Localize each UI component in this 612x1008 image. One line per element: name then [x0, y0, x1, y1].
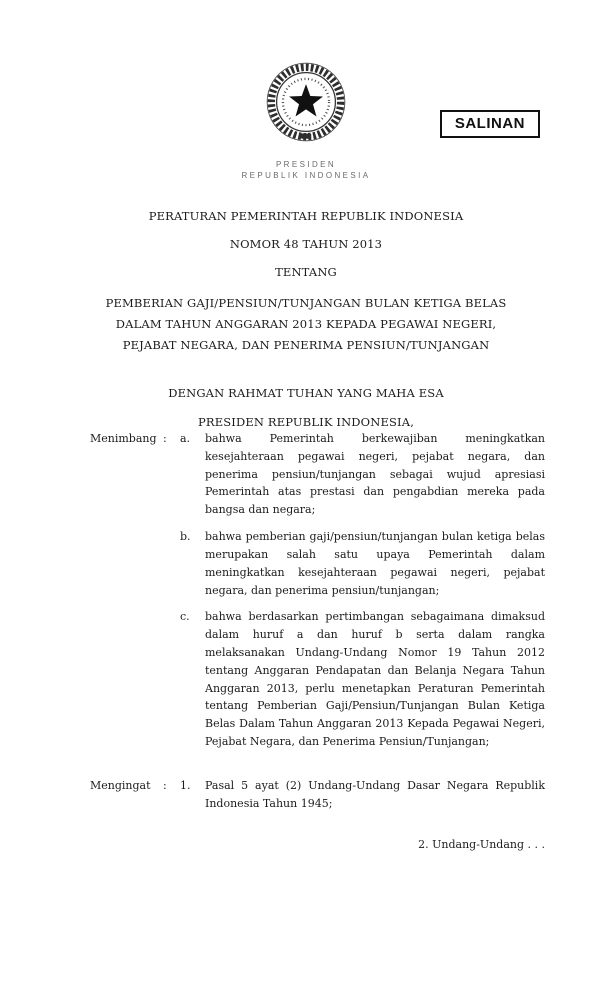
considering-item-c — [180, 608, 545, 751]
item-text: bahwa berdasarkan pertimbangan sebagaimana dimaksud dalam huruf a dan huruf b serta dalam rangka melaksanakan Undang-Undang Nomor 19 Tahun 2012 tentang Anggaran Pendapatan dan Belanja Negara Tahun Anggaran 2013, perlu menetapkan Peraturan Pemerintah tentang Pemberian Gaji/Pensiun/Tunjangan Bulan Ketiga Belas Dalam Tahun Anggaran 2013 Kepada Pegawai Negeri, Pejabat Negara, dan Penerima Pensiun/Tunjangan; — [205, 610, 545, 748]
recalling-separator: : — [163, 778, 167, 792]
subject-line-1: PEMBERIAN GAJI/PENSIUN/TUNJANGAN BULAN KETIGA BELAS — [105, 296, 507, 310]
considering-item-b — [180, 528, 545, 599]
subject-line-2: DALAM TAHUN ANGGARAN 2013 KEPADA PEGAWAI NEGERI, — [115, 317, 497, 331]
recalling-item-1 — [180, 777, 545, 813]
catchword: 2. Undang-Undang . . . — [418, 838, 545, 852]
letterhead — [0, 160, 612, 182]
letterhead-republik: REPUBLIK INDONESIA — [241, 170, 371, 180]
considering-clause — [90, 430, 545, 751]
authority-line: PRESIDEN REPUBLIK INDONESIA, — [198, 415, 414, 429]
item-text: Pasal 5 ayat (2) Undang-Undang Dasar Negara Republik Indonesia Tahun 1945; — [205, 778, 545, 810]
item-marker: c. — [180, 610, 190, 624]
recalling-label: Mengingat — [90, 778, 151, 792]
considering-item-a — [180, 430, 545, 519]
regulation-title: PERATURAN PEMERINTAH REPUBLIK INDONESIA — [148, 209, 464, 223]
item-marker: a. — [180, 432, 191, 445]
tentang-label: TENTANG — [275, 265, 337, 279]
item-marker: 1. — [180, 778, 191, 792]
considering-label: Menimbang — [90, 432, 157, 445]
considering-separator: : — [163, 432, 167, 445]
salinan-stamp: SALINAN — [440, 110, 540, 138]
presidential-seal-icon — [264, 60, 348, 144]
item-text: bahwa Pemerintah berkewajiban meningkatkan kesejahteraan pegawai negeri, pejabat negara, dan penerima pensiun/tunjangan sebagai wujud apresiasi Pemerintah atas prestasi dan pengabdian mereka pada bangsa dan negara; — [205, 432, 545, 517]
document-body — [90, 430, 545, 854]
invocation-line: DENGAN RAHMAT TUHAN YANG MAHA ESA — [168, 386, 444, 400]
title-block — [60, 209, 552, 429]
letterhead-presiden: PRESIDEN — [275, 160, 337, 169]
item-text: bahwa pemberian gaji/pensiun/tunjangan bulan ketiga belas merupakan salah satu upaya Pemerintah dalam meningkatkan kesejahteraan pegawai negeri, pejabat negara, dan penerima pensiun/tunjangan; — [205, 530, 545, 597]
regulation-number: NOMOR 48 TAHUN 2013 — [229, 237, 383, 251]
recalling-clause — [90, 777, 545, 813]
item-marker: b. — [180, 530, 191, 544]
subject-line-3: PEJABAT NEGARA, DAN PENERIMA PENSIUN/TUNJANGAN — [122, 338, 490, 352]
